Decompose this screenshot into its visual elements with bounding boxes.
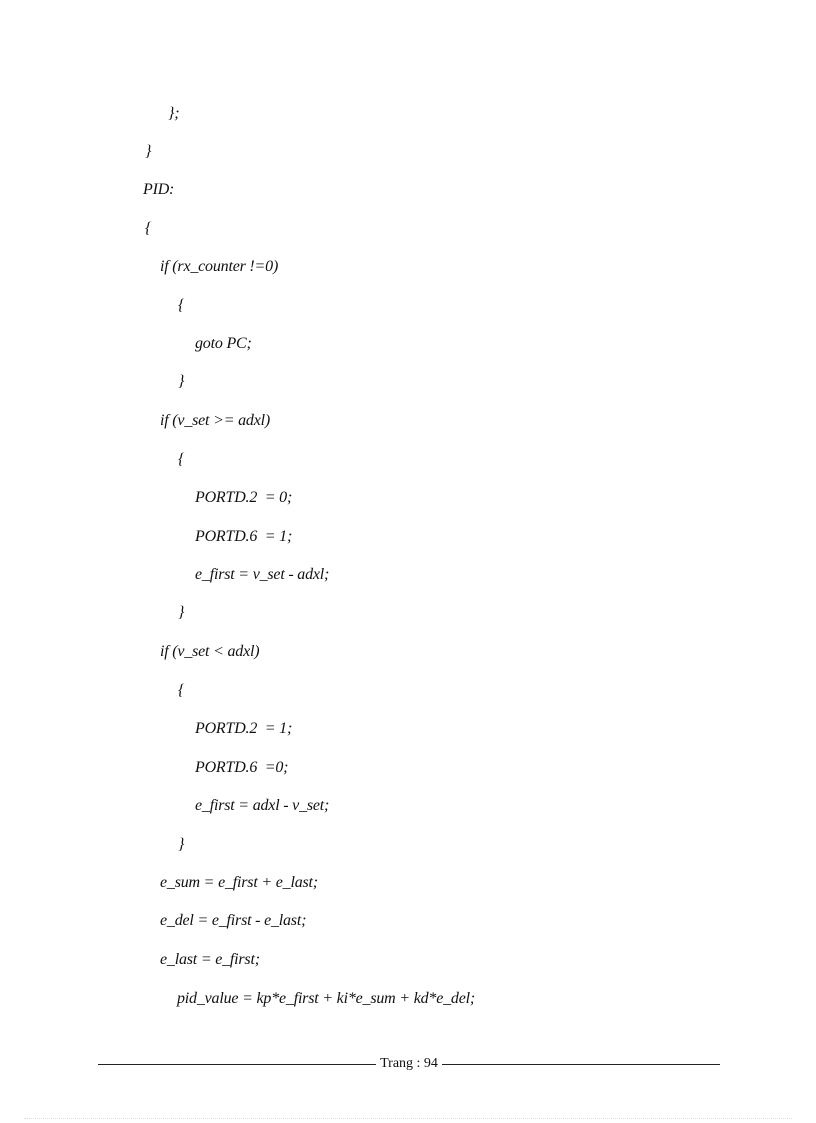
code-line-portd6-one: PORTD.6 = 1; (195, 528, 293, 545)
code-line-e-first-vset-minus-adxl: e_first = v_set - adxl; (195, 566, 330, 583)
code-line-e-last: e_last = e_first; (160, 951, 260, 968)
code-line-e-first-adxl-minus-vset: e_first = adxl - v_set; (195, 797, 330, 814)
footer-rule-left (98, 1064, 376, 1065)
code-line-if-vset-ge-adxl: if (v_set >= adxl) (160, 412, 270, 429)
page-footer (98, 1054, 720, 1074)
code-line-pid-value: pid_value = kp*e_first + ki*e_sum + kd*e_del; (177, 990, 475, 1007)
code-line-close-brace: } (178, 604, 185, 621)
code-line-open-brace: { (178, 451, 185, 468)
footer-rule-right (442, 1064, 720, 1065)
page-bottom-border (24, 1118, 792, 1119)
code-line-if-vset-lt-adxl: if (v_set < adxl) (160, 643, 260, 660)
code-line-portd2-zero: PORTD.2 = 0; (195, 489, 293, 506)
code-line-open-brace: { (178, 682, 185, 699)
code-line-open-brace: { (178, 297, 185, 314)
code-line-if-rx-counter: if (rx_counter !=0) (160, 258, 279, 275)
code-line-portd6-zero: PORTD.6 =0; (195, 759, 289, 776)
code-line-e-del: e_del = e_first - e_last; (160, 912, 307, 929)
code-line-close-brace: } (178, 373, 185, 390)
code-line-goto-pc: goto PC; (195, 335, 252, 352)
code-line-pid-label: PID: (143, 181, 175, 198)
code-line-close-brace: } (178, 836, 185, 853)
code-line-open-brace: { (145, 220, 152, 237)
code-line-closing-brace-semicolon: }; (168, 105, 180, 122)
page-number: Trang : 94 (380, 1056, 438, 1071)
code-line-portd2-one: PORTD.2 = 1; (195, 720, 293, 737)
code-line-e-sum: e_sum = e_first + e_last; (160, 874, 318, 891)
code-line-closing-brace: } (145, 143, 152, 160)
